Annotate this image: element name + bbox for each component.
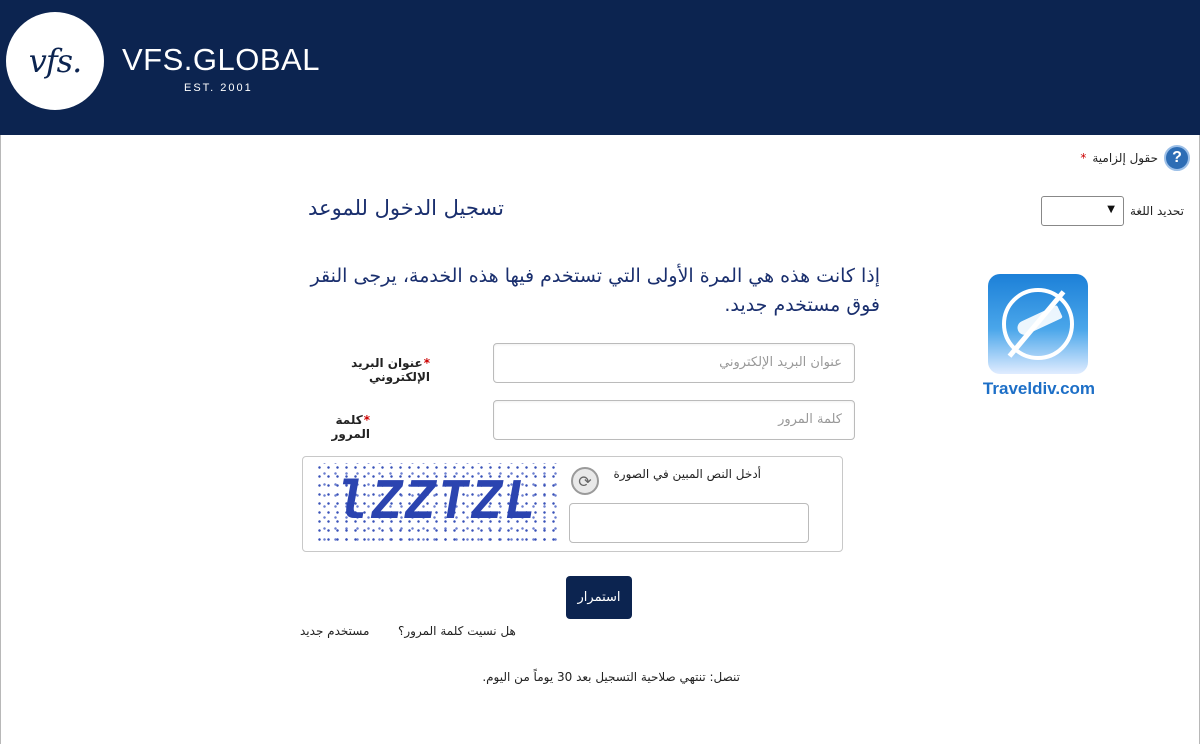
language-select[interactable]	[1041, 196, 1124, 226]
language-selector	[1030, 196, 1184, 226]
forgot-password-link[interactable]: هل نسيت كلمة المرور؟	[398, 624, 516, 638]
page-title: تسجيل الدخول للموعد	[308, 196, 504, 220]
logo-text: vfs.	[28, 42, 82, 80]
brand-name: VFS.GLOBAL	[122, 42, 320, 77]
brand-established: EST. 2001	[184, 82, 253, 94]
mandatory-fields-note	[1040, 145, 1190, 171]
captcha-image	[315, 463, 560, 547]
traveldiv-logo	[988, 274, 1088, 374]
mandatory-label: حقول إلزامية	[1092, 151, 1158, 165]
captcha-label: أدخل النص المبين في الصورة	[613, 467, 761, 481]
email-field[interactable]: عنوان البريد الإلكتروني	[493, 343, 855, 383]
password-label	[300, 413, 370, 441]
first-time-notice: إذا كانت هذه هي المرة الأولى التي تستخدم فيها هذه الخدمة، يرجى النقر فوق مستخدم جديد.	[310, 265, 880, 316]
help-icon[interactable]: ?	[1164, 145, 1190, 171]
site-header	[0, 0, 1200, 135]
new-user-link[interactable]: مستخدم جديد	[300, 624, 370, 638]
captcha-image-text: lZZTZL	[332, 471, 543, 531]
email-label	[300, 356, 430, 384]
password-label-text: كلمة المرور	[331, 413, 370, 441]
refresh-icon[interactable]: ⟳	[571, 467, 599, 495]
email-label-text: عنوان البريد الإلكتروني	[351, 356, 430, 384]
traveldiv-text: Traveldiv.com	[982, 379, 1096, 398]
password-required-star: *	[363, 413, 370, 427]
language-label: تحديد اللغة	[1129, 204, 1184, 218]
captcha-input[interactable]	[569, 503, 809, 543]
captcha-panel	[302, 456, 843, 552]
email-required-star: *	[423, 356, 430, 370]
chevron-down-icon: ▼	[1107, 204, 1115, 215]
vfs-logo[interactable]	[6, 12, 104, 110]
password-field[interactable]: كلمة المرور	[493, 400, 855, 440]
required-star: *	[1080, 151, 1087, 165]
continue-button[interactable]: استمرار	[566, 576, 632, 619]
disclaimer-note: تنصل: تنتهي صلاحية التسجيل بعد 30 يوماً من اليوم.	[482, 670, 740, 684]
